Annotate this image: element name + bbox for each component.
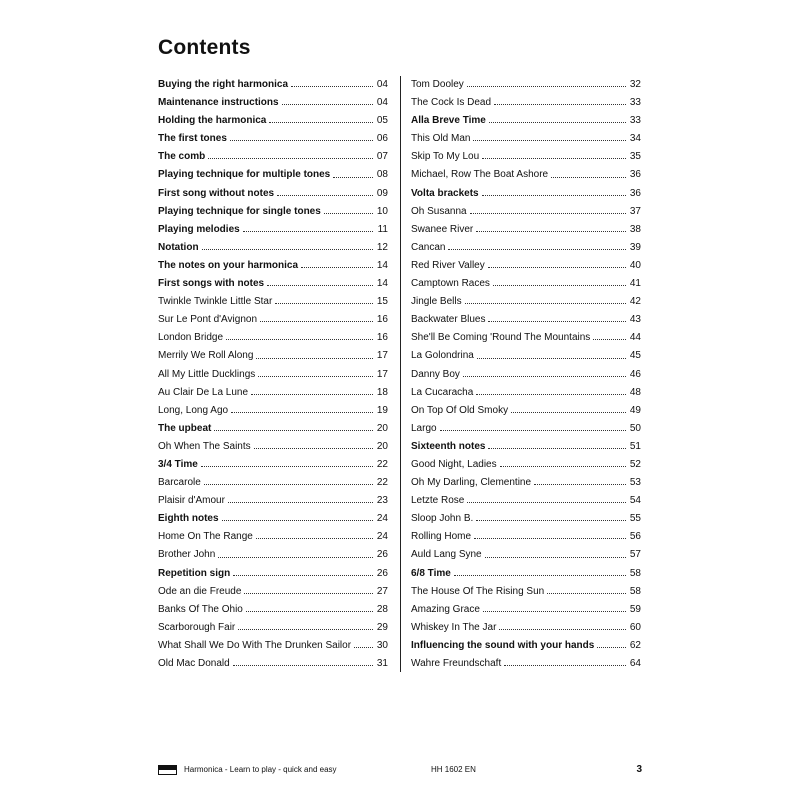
dot-leader — [231, 411, 373, 413]
toc-entry-page: 23 — [376, 495, 388, 507]
toc-entry-page: 09 — [376, 187, 388, 199]
page-footer — [158, 763, 642, 777]
toc-entry-page: 49 — [629, 404, 641, 416]
dot-leader — [477, 357, 626, 359]
toc-entry-label: Banks Of The Ohio — [158, 603, 243, 615]
toc-entry-label: First song without notes — [158, 187, 275, 199]
dot-leader — [218, 556, 373, 558]
dot-leader — [499, 628, 626, 630]
dot-leader — [474, 537, 626, 539]
toc-entry[interactable] — [411, 637, 641, 655]
toc-entry-page: 34 — [629, 133, 641, 145]
toc-entry-label: Ode an die Freude — [158, 585, 242, 597]
toc-entry-page: 55 — [629, 513, 641, 525]
toc-entry-label: Home On The Range — [158, 531, 253, 543]
dot-leader — [483, 610, 626, 612]
toc-entry-label: What Shall We Do With The Drunken Sailor — [158, 639, 352, 651]
toc-entry-page: 08 — [376, 169, 388, 181]
toc-entry-page: 14 — [376, 259, 388, 271]
dot-leader — [254, 447, 373, 449]
dot-leader — [482, 194, 626, 196]
toc-entry[interactable] — [411, 239, 641, 257]
toc-entry-label: The comb — [158, 151, 206, 163]
dot-leader — [251, 393, 373, 395]
toc-entry-label: Brother John — [158, 549, 216, 561]
toc-entry-page: 54 — [629, 495, 641, 507]
toc-entry[interactable] — [411, 94, 641, 112]
toc-entry[interactable] — [411, 510, 641, 528]
dot-leader — [551, 176, 626, 178]
toc-entry-page: 62 — [629, 639, 641, 651]
toc-entry[interactable] — [411, 366, 641, 384]
toc-entry-label: Whiskey In The Jar — [411, 621, 497, 633]
toc-entry-label: Oh My Darling, Clementine — [411, 477, 532, 489]
toc-entry[interactable] — [158, 619, 388, 637]
toc-entry-page: 29 — [376, 621, 388, 633]
toc-entry-label: Notation — [158, 241, 199, 253]
dot-leader — [463, 375, 626, 377]
toc-entry-page: 19 — [376, 404, 388, 416]
column-divider — [400, 76, 401, 672]
dot-leader — [333, 176, 373, 178]
toc-entry-page: 48 — [629, 386, 641, 398]
toc-entry-label: On Top Of Old Smoky — [411, 404, 509, 416]
toc-entry-label: Repetition sign — [158, 567, 231, 579]
page-title: Contents — [158, 36, 251, 59]
dot-leader — [500, 465, 626, 467]
dot-leader — [301, 266, 373, 268]
dot-leader — [291, 85, 373, 87]
toc-entry-page: 22 — [376, 458, 388, 470]
toc-entry[interactable] — [158, 293, 388, 311]
toc-entry-label: Cancan — [411, 241, 446, 253]
dot-leader — [228, 501, 373, 503]
toc-entry-page: 59 — [629, 603, 641, 615]
dot-leader — [269, 121, 373, 123]
footer-book-title: Harmonica - Learn to play - quick and easy — [184, 765, 337, 774]
toc-entry-page: 05 — [376, 115, 388, 127]
dot-leader — [482, 157, 626, 159]
toc-entry-page: 15 — [376, 296, 388, 308]
toc-entry[interactable] — [411, 565, 641, 583]
dot-leader — [476, 519, 626, 521]
toc-entry-page: 27 — [376, 585, 388, 597]
toc-entry-label: Eighth notes — [158, 513, 219, 525]
dot-leader — [485, 556, 626, 558]
toc-entry-page: 24 — [376, 513, 388, 525]
dot-leader — [238, 628, 373, 630]
dot-leader — [504, 664, 626, 666]
toc-entry[interactable] — [158, 130, 388, 148]
toc-entry[interactable] — [158, 221, 388, 239]
toc-entry[interactable] — [158, 329, 388, 347]
toc-entry-page: 35 — [629, 151, 641, 163]
dot-leader — [440, 429, 626, 431]
toc-entry-page: 45 — [629, 350, 641, 362]
toc-entry[interactable] — [158, 384, 388, 402]
toc-entry-page: 53 — [629, 477, 641, 489]
toc-entry-label: Au Clair De La Lune — [158, 386, 249, 398]
toc-entry-page: 16 — [376, 332, 388, 344]
toc-entry-page: 32 — [629, 79, 641, 90]
dot-leader — [493, 284, 626, 286]
dot-leader — [233, 664, 373, 666]
toc-entry-label: She'll Be Coming 'Round The Mountains — [411, 332, 591, 344]
toc-entry[interactable] — [411, 546, 641, 564]
dot-leader — [226, 338, 373, 340]
toc-entry[interactable] — [411, 384, 641, 402]
toc-entry-label: Jingle Bells — [411, 296, 462, 308]
toc-entry[interactable] — [411, 293, 641, 311]
toc-entry[interactable] — [158, 492, 388, 510]
footer-page-number: 3 — [636, 764, 642, 775]
toc-entry[interactable] — [158, 456, 388, 474]
dot-leader — [593, 338, 626, 340]
dot-leader — [204, 483, 373, 485]
toc-entry[interactable] — [411, 583, 641, 601]
toc-entry-page: 39 — [629, 241, 641, 253]
toc-entry[interactable] — [158, 420, 388, 438]
toc-entry[interactable] — [411, 130, 641, 148]
dot-leader — [222, 519, 373, 521]
toc-entry-page: 36 — [629, 169, 641, 181]
dot-leader — [230, 139, 373, 141]
dot-leader — [256, 357, 373, 359]
toc-entry-label: Playing technique for multiple tones — [158, 169, 331, 181]
toc-entry[interactable] — [158, 311, 388, 329]
toc-entry-label: The upbeat — [158, 422, 212, 434]
toc-entry-label: Influencing the sound with your hands — [411, 639, 595, 651]
toc-entry-label: The first tones — [158, 133, 227, 145]
toc-entry-label: Good Night, Ladies — [411, 458, 497, 470]
toc-entry[interactable] — [411, 528, 641, 546]
toc-entry-page: 33 — [629, 97, 641, 109]
dot-leader — [597, 646, 626, 648]
toc-entry-label: Tom Dooley — [411, 79, 464, 90]
toc-entry-page: 20 — [376, 422, 388, 434]
toc-entry-label: Skip To My Lou — [411, 151, 480, 163]
toc-entry[interactable] — [158, 166, 388, 184]
toc-entry-label: Wahre Freundschaft — [411, 658, 502, 669]
toc-entry[interactable] — [411, 655, 641, 673]
toc-entry-label: Merrily We Roll Along — [158, 350, 254, 362]
toc-entry-label: Michael, Row The Boat Ashore — [411, 169, 549, 181]
toc-entry[interactable] — [158, 637, 388, 655]
dot-leader — [489, 121, 626, 123]
toc-entry[interactable] — [158, 257, 388, 275]
toc-entry-label: Rolling Home — [411, 531, 472, 543]
toc-entry[interactable] — [411, 166, 641, 184]
toc-entry-page: 17 — [376, 368, 388, 380]
dot-leader — [488, 266, 626, 268]
dot-leader — [448, 248, 626, 250]
dot-leader — [201, 465, 373, 467]
toc-entry[interactable] — [158, 474, 388, 492]
dot-leader — [467, 501, 626, 503]
toc-entry-page: 06 — [376, 133, 388, 145]
toc-entry-label: This Old Man — [411, 133, 471, 145]
toc-entry[interactable] — [158, 655, 388, 673]
toc-entry-label: The notes on your harmonica — [158, 259, 299, 271]
toc-entry-label: Holding the harmonica — [158, 115, 267, 127]
dot-leader — [243, 230, 373, 232]
toc-entry-label: Amazing Grace — [411, 603, 480, 615]
toc-entry[interactable] — [158, 148, 388, 166]
publisher-logo — [158, 765, 177, 775]
toc-entry-page: 40 — [629, 259, 641, 271]
dot-leader — [494, 103, 626, 105]
toc-entry-label: All My Little Ducklings — [158, 368, 256, 380]
dot-leader — [202, 248, 373, 250]
toc-entry[interactable] — [158, 239, 388, 257]
toc-entry-page: 04 — [376, 79, 388, 90]
toc-entry[interactable] — [411, 112, 641, 130]
toc-entry[interactable] — [411, 474, 641, 492]
toc-entry[interactable] — [158, 94, 388, 112]
toc-entry-page: 36 — [629, 187, 641, 199]
toc-left-column — [158, 76, 388, 673]
toc-entry-label: Sur Le Pont d'Avignon — [158, 314, 258, 326]
toc-entry[interactable] — [411, 329, 641, 347]
toc-entry[interactable] — [411, 347, 641, 365]
toc-entry[interactable] — [411, 311, 641, 329]
dot-leader — [260, 320, 373, 322]
toc-entry[interactable] — [411, 619, 641, 637]
dot-leader — [511, 411, 626, 413]
toc-entry-page: 28 — [376, 603, 388, 615]
toc-entry[interactable] — [158, 510, 388, 528]
toc-entry-page: 18 — [376, 386, 388, 398]
toc-entry[interactable] — [158, 565, 388, 583]
toc-entry-page: 20 — [376, 440, 388, 452]
toc-entry-label: Auld Lang Syne — [411, 549, 482, 561]
toc-entry-label: Alla Breve Time — [411, 115, 486, 127]
dot-leader — [467, 85, 626, 87]
toc-entry-label: The House Of The Rising Sun — [411, 585, 545, 597]
toc-entry-label: Twinkle Twinkle Little Star — [158, 296, 273, 308]
dot-leader — [470, 212, 626, 214]
toc-entry-label: First songs with notes — [158, 278, 265, 290]
toc-entry-page: 26 — [376, 549, 388, 561]
dot-leader — [256, 537, 373, 539]
toc-entry-label: Plaisir d'Amour — [158, 495, 225, 507]
toc-entry[interactable] — [158, 76, 388, 94]
toc-entry-page: 50 — [629, 422, 641, 434]
dot-leader — [233, 574, 373, 576]
toc-entry-label: 3/4 Time — [158, 458, 198, 470]
dot-leader — [547, 592, 626, 594]
toc-entry-label: Sloop John B. — [411, 513, 474, 525]
toc-entry-label: Old Mac Donald — [158, 658, 230, 669]
dot-leader — [534, 483, 626, 485]
toc-entry-page: 57 — [629, 549, 641, 561]
toc-right-column — [411, 76, 641, 673]
toc-entry-label: Danny Boy — [411, 368, 460, 380]
toc-entry-label: Red River Valley — [411, 259, 485, 271]
toc-entry[interactable] — [158, 438, 388, 456]
toc-entry-page: 44 — [629, 332, 641, 344]
toc-entry-page: 11 — [377, 223, 388, 235]
toc-entry-page: 30 — [376, 639, 388, 651]
toc-entry[interactable] — [411, 456, 641, 474]
toc-entry-label: Scarborough Fair — [158, 621, 236, 633]
toc-entry-page: 16 — [376, 314, 388, 326]
toc-entry-label: Largo — [411, 422, 437, 434]
toc-entry-page: 60 — [629, 621, 641, 633]
toc-entry-page: 41 — [629, 278, 641, 290]
toc-entry-page: 12 — [376, 241, 388, 253]
toc-entry-label: Long, Long Ago — [158, 404, 229, 416]
dot-leader — [258, 375, 373, 377]
toc-entry[interactable] — [158, 546, 388, 564]
dot-leader — [454, 574, 626, 576]
toc-entry[interactable] — [411, 76, 641, 94]
toc-entry[interactable] — [158, 203, 388, 221]
toc-entry-label: Sixteenth notes — [411, 440, 486, 452]
toc-entry-label: Backwater Blues — [411, 314, 486, 326]
toc-entry[interactable] — [411, 221, 641, 239]
toc-entry[interactable] — [158, 583, 388, 601]
toc-entry-page: 52 — [629, 458, 641, 470]
toc-entry-label: Playing melodies — [158, 223, 240, 235]
toc-entry[interactable] — [158, 347, 388, 365]
toc-entry-page: 38 — [629, 223, 641, 235]
dot-leader — [277, 194, 373, 196]
toc-entry-page: 46 — [629, 368, 641, 380]
toc-entry[interactable] — [411, 185, 641, 203]
toc-entry-label: Barcarole — [158, 477, 201, 489]
dot-leader — [465, 302, 626, 304]
toc-entry[interactable] — [411, 275, 641, 293]
dot-leader — [488, 320, 626, 322]
toc-entry-label: Buying the right harmonica — [158, 79, 289, 90]
toc-entry-page: 26 — [376, 567, 388, 579]
toc-entry-label: Oh When The Saints — [158, 440, 251, 452]
toc-entry-label: Oh Susanna — [411, 205, 467, 217]
toc-entry[interactable] — [158, 366, 388, 384]
toc-entry[interactable] — [158, 275, 388, 293]
toc-entry[interactable] — [158, 601, 388, 619]
toc-entry[interactable] — [411, 420, 641, 438]
toc-entry[interactable] — [158, 528, 388, 546]
toc-entry-page: 07 — [376, 151, 388, 163]
toc-entry[interactable] — [158, 402, 388, 420]
toc-entry-page: 51 — [629, 440, 641, 452]
dot-leader — [246, 610, 373, 612]
dot-leader — [488, 447, 626, 449]
toc-entry-page: 42 — [629, 296, 641, 308]
dot-leader — [476, 230, 626, 232]
toc-entry-label: 6/8 Time — [411, 567, 451, 579]
toc-entry[interactable] — [411, 601, 641, 619]
toc-entry-page: 64 — [629, 658, 641, 669]
toc-entry-label: Camptown Races — [411, 278, 490, 290]
dot-leader — [282, 103, 373, 105]
toc-entry[interactable] — [411, 438, 641, 456]
dot-leader — [354, 646, 373, 648]
toc-entry-page: 33 — [629, 115, 641, 127]
toc-entry-page: 10 — [376, 205, 388, 217]
toc-entry-label: Swanee River — [411, 223, 474, 235]
dot-leader — [214, 429, 373, 431]
toc-entry-page: 43 — [629, 314, 641, 326]
toc-entry-label: Volta brackets — [411, 187, 479, 199]
toc-entry-page: 31 — [376, 658, 388, 669]
toc-entry[interactable] — [158, 185, 388, 203]
dot-leader — [476, 393, 626, 395]
toc-entry[interactable] — [411, 402, 641, 420]
dot-leader — [275, 302, 373, 304]
toc-entry-label: London Bridge — [158, 332, 224, 344]
toc-entry[interactable] — [411, 257, 641, 275]
dot-leader — [267, 284, 373, 286]
dot-leader — [244, 592, 373, 594]
toc-entry-page: 04 — [376, 97, 388, 109]
dot-leader — [208, 157, 373, 159]
toc-entry-page: 58 — [629, 567, 641, 579]
dot-leader — [473, 139, 626, 141]
toc-entry-label: La Golondrina — [411, 350, 474, 362]
toc-entry-label: La Cucaracha — [411, 386, 474, 398]
toc-entry[interactable] — [411, 492, 641, 510]
toc-entry-label: Playing technique for single tones — [158, 205, 321, 217]
footer-code: HH 1602 EN — [431, 765, 476, 774]
toc-entry-page: 22 — [376, 477, 388, 489]
toc-entry[interactable] — [411, 148, 641, 166]
toc-entry-page: 14 — [376, 278, 388, 290]
toc-entry-page: 17 — [376, 350, 388, 362]
toc-entry-page: 37 — [629, 205, 641, 217]
toc-entry-label: Letzte Rose — [411, 495, 465, 507]
toc-entry-page: 58 — [629, 585, 641, 597]
toc-entry[interactable] — [158, 112, 388, 130]
dot-leader — [324, 212, 373, 214]
toc-entry-page: 56 — [629, 531, 641, 543]
toc-entry-page: 24 — [376, 531, 388, 543]
toc-entry-label: The Cock Is Dead — [411, 97, 492, 109]
toc-entry-label: Maintenance instructions — [158, 97, 279, 109]
toc-entry[interactable] — [411, 203, 641, 221]
